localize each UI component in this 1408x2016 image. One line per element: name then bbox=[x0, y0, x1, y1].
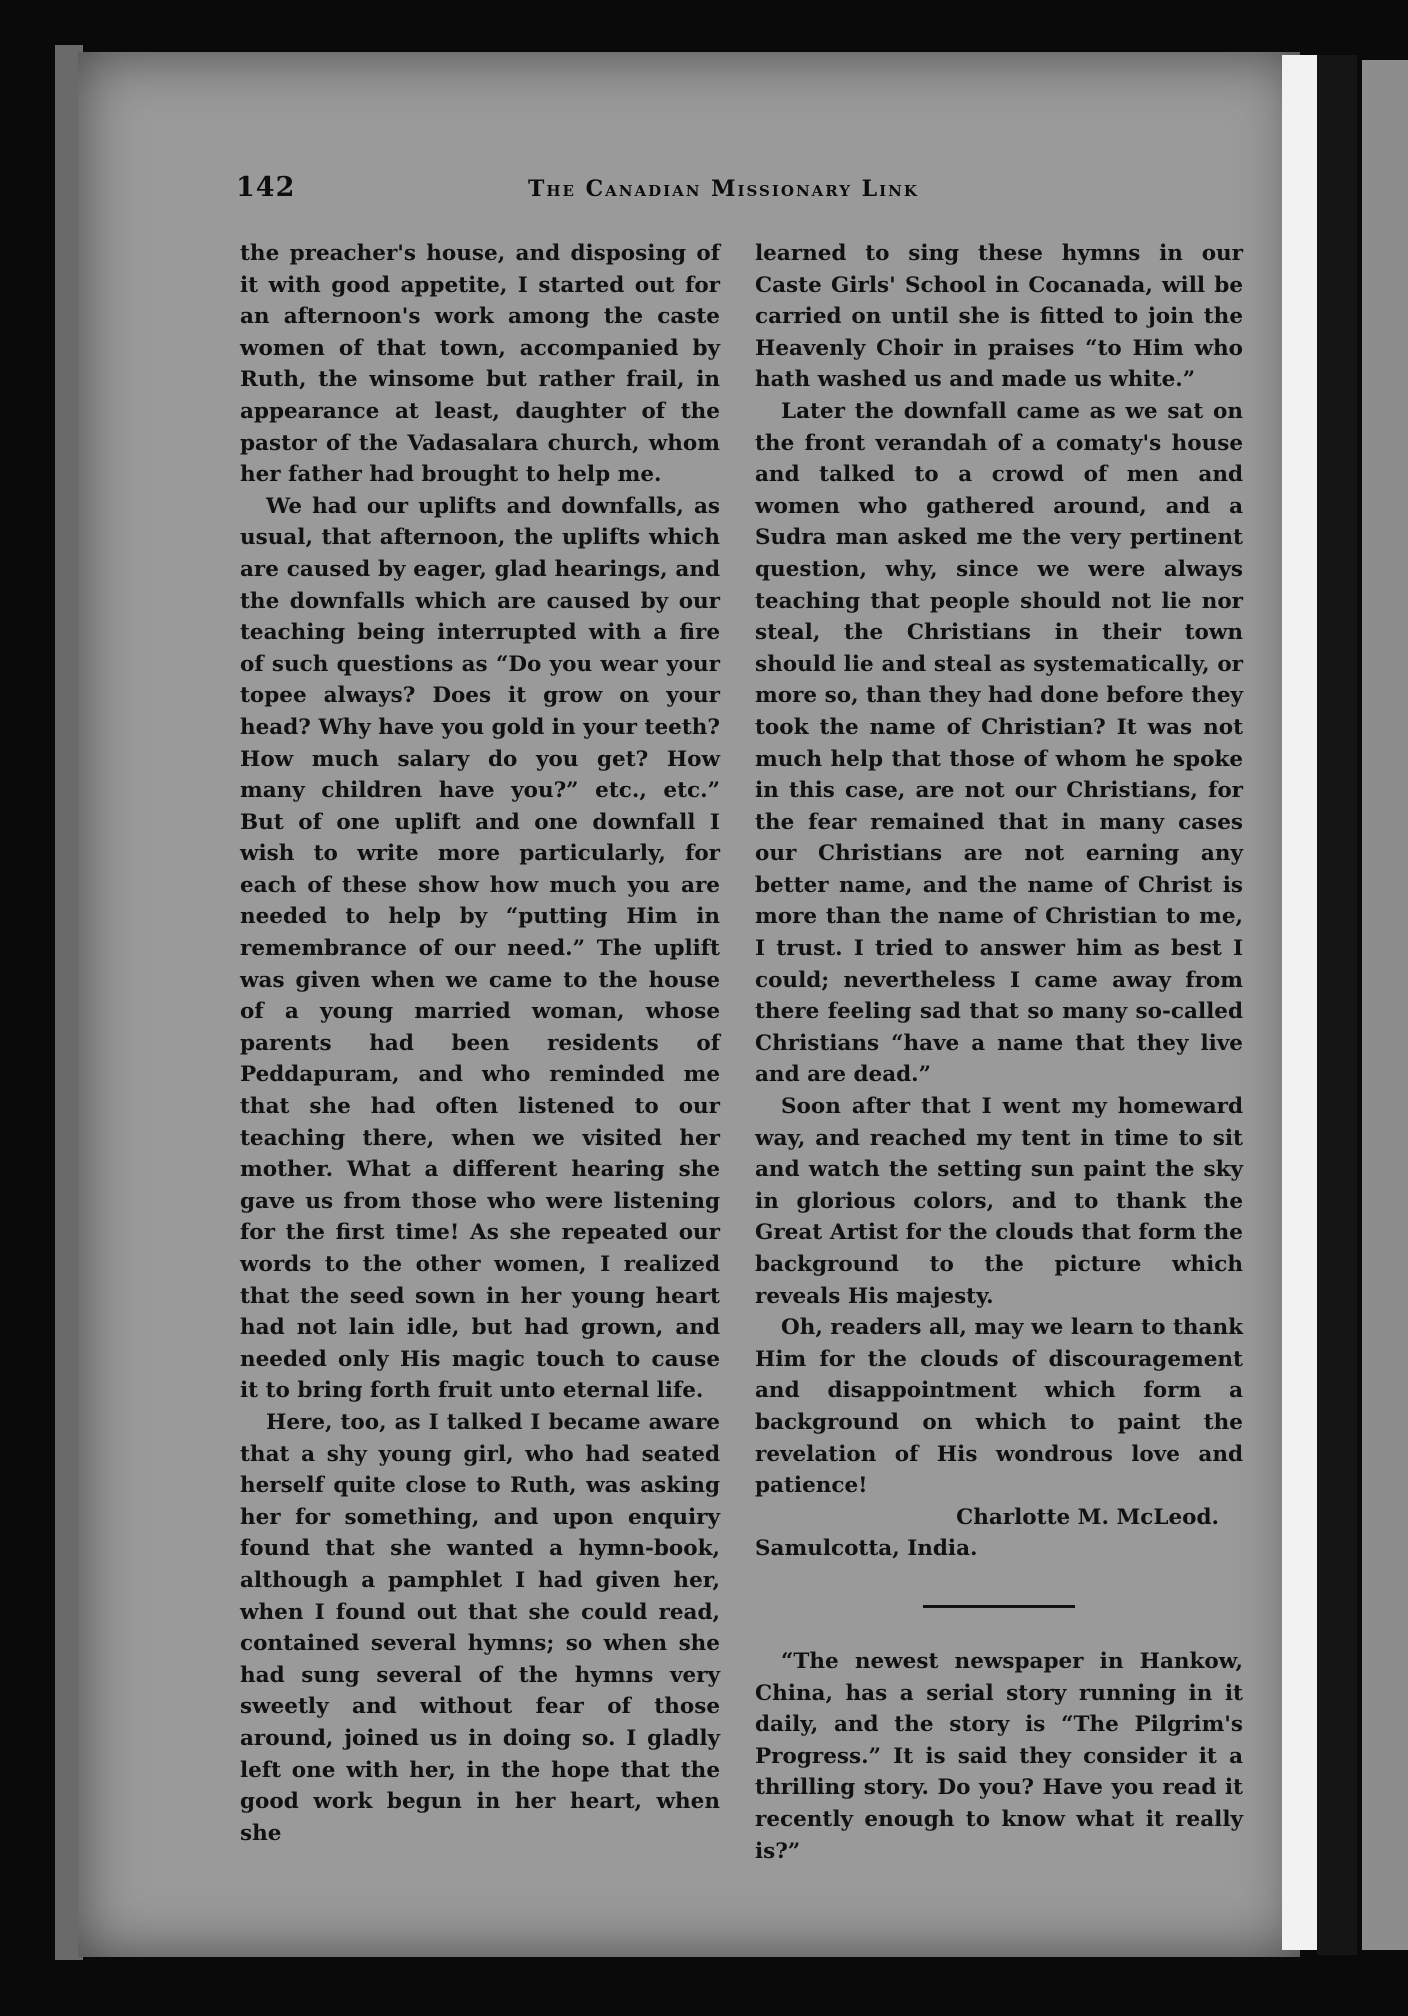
running-header bbox=[236, 172, 1236, 208]
page-number: 142 bbox=[236, 172, 296, 203]
right-gutter bbox=[1317, 55, 1357, 1955]
right-paragraph-1: learned to sing these hymns in our Caste Girls' School in Cocanada, will be carried on until she is fitted to join the Heavenly Choir in praises “to Him who hath washed us and made us white.” bbox=[755, 241, 1243, 393]
next-page-sliver bbox=[1362, 60, 1408, 1950]
right-paragraph-3: Soon after that I went my homeward way, and reached my tent in time to sit and watch the setting sun paint the sky in glorious colors, and to thank the Great Artist for the clouds that form the background to the picture which reveals His majesty. bbox=[755, 1094, 1243, 1309]
author-signature: Charlotte M. McLeod. bbox=[956, 1504, 1219, 1530]
page-fore-edge bbox=[1282, 55, 1317, 1950]
author-location: Samulcotta, India. bbox=[755, 1536, 978, 1562]
journal-title: The Canadian Missionary Link bbox=[528, 176, 919, 202]
left-column bbox=[240, 238, 720, 1849]
right-column bbox=[755, 238, 1243, 1867]
right-paragraph-5: “The newest newspaper in Hankow, China, has a serial story running in it daily, and the story is “The Pilgrim's Progress.” It is said they consider it a thrilling story. Do you? Have you read it recently enough to know what it really is?” bbox=[755, 1648, 1243, 1864]
left-paragraph-2: We had our uplifts and downfalls, as usual, that afternoon, the uplifts which are caused by eager, glad hearings, and the downfalls which are caused by our teaching being interrupted with a fire of such questions as “Do you wear your topee always? Does it grow on your head? Why have you gold in your teeth? How much salary do you get? How many children have you?” etc., etc.” But of one uplift and one downfall I wish to write more particularly, for each of these show how much you are needed to help by “putting Him in remembrance of our need.” The uplift was given when we came to the house of a young married woman, whose parents had been residents of Peddapuram, and who reminded me that she had often listened to our teaching there, when we visited her mother. What a different hearing she gave us from those who were listening for the first time! As she repeated our words to the other women, I realized that the seed sown in her young heart had not lain idle, but had grown, and needed only His magic touch to cause it to bring forth fruit unto eternal life. bbox=[240, 493, 720, 1404]
right-paragraph-4: Oh, readers all, may we learn to thank Him for the clouds of discouragement and disappointment which form a background on which to paint the revelation of His wondrous love and patience! bbox=[755, 1315, 1243, 1499]
right-paragraph-2: Later the downfall came as we sat on the front verandah of a comaty's house and talked to a crowd of men and women who gathered around, and a Sudra man asked me the very pertinent question, why, since we were always teaching that people should not lie nor steal, the Christians in their town should lie and steal as systematically, or more so, than they had done before they took the name of Christian? It was not much help that those of whom he spoke in this case, are not our Christians, for the fear remained that in many cases our Christians are not earning any better name, and the name of Christ is more than the name of Christian to me, I trust. I tried to answer him as best I could; nevertheless I came away from there feeling sad that so many so-called Christians “have a name that they live and are dead.” bbox=[755, 398, 1243, 1088]
section-divider bbox=[923, 1605, 1075, 1608]
left-paragraph-1: the preacher's house, and disposing of it with good appetite, I started out for an afternoon's work among the caste women of that town, accompanied by Ruth, the winsome but rather frail, in appearance at least, daughter of the pastor of the Vadasalara church, whom her father had brought to help me. bbox=[240, 241, 720, 488]
left-paragraph-3: Here, too, as I talked I became aware that a shy young girl, who had seated herself quite close to Ruth, was asking her for something, and upon enquiry found that she wanted a hymn-book, although a pamphlet I had given her, when I found out that she could read, contained several hymns; so when she had sung several of the hymns very sweetly and without fear of those around, joined us in doing so. I gladly left one with her, in the hope that the good work begun in her heart, when she bbox=[240, 1409, 720, 1846]
